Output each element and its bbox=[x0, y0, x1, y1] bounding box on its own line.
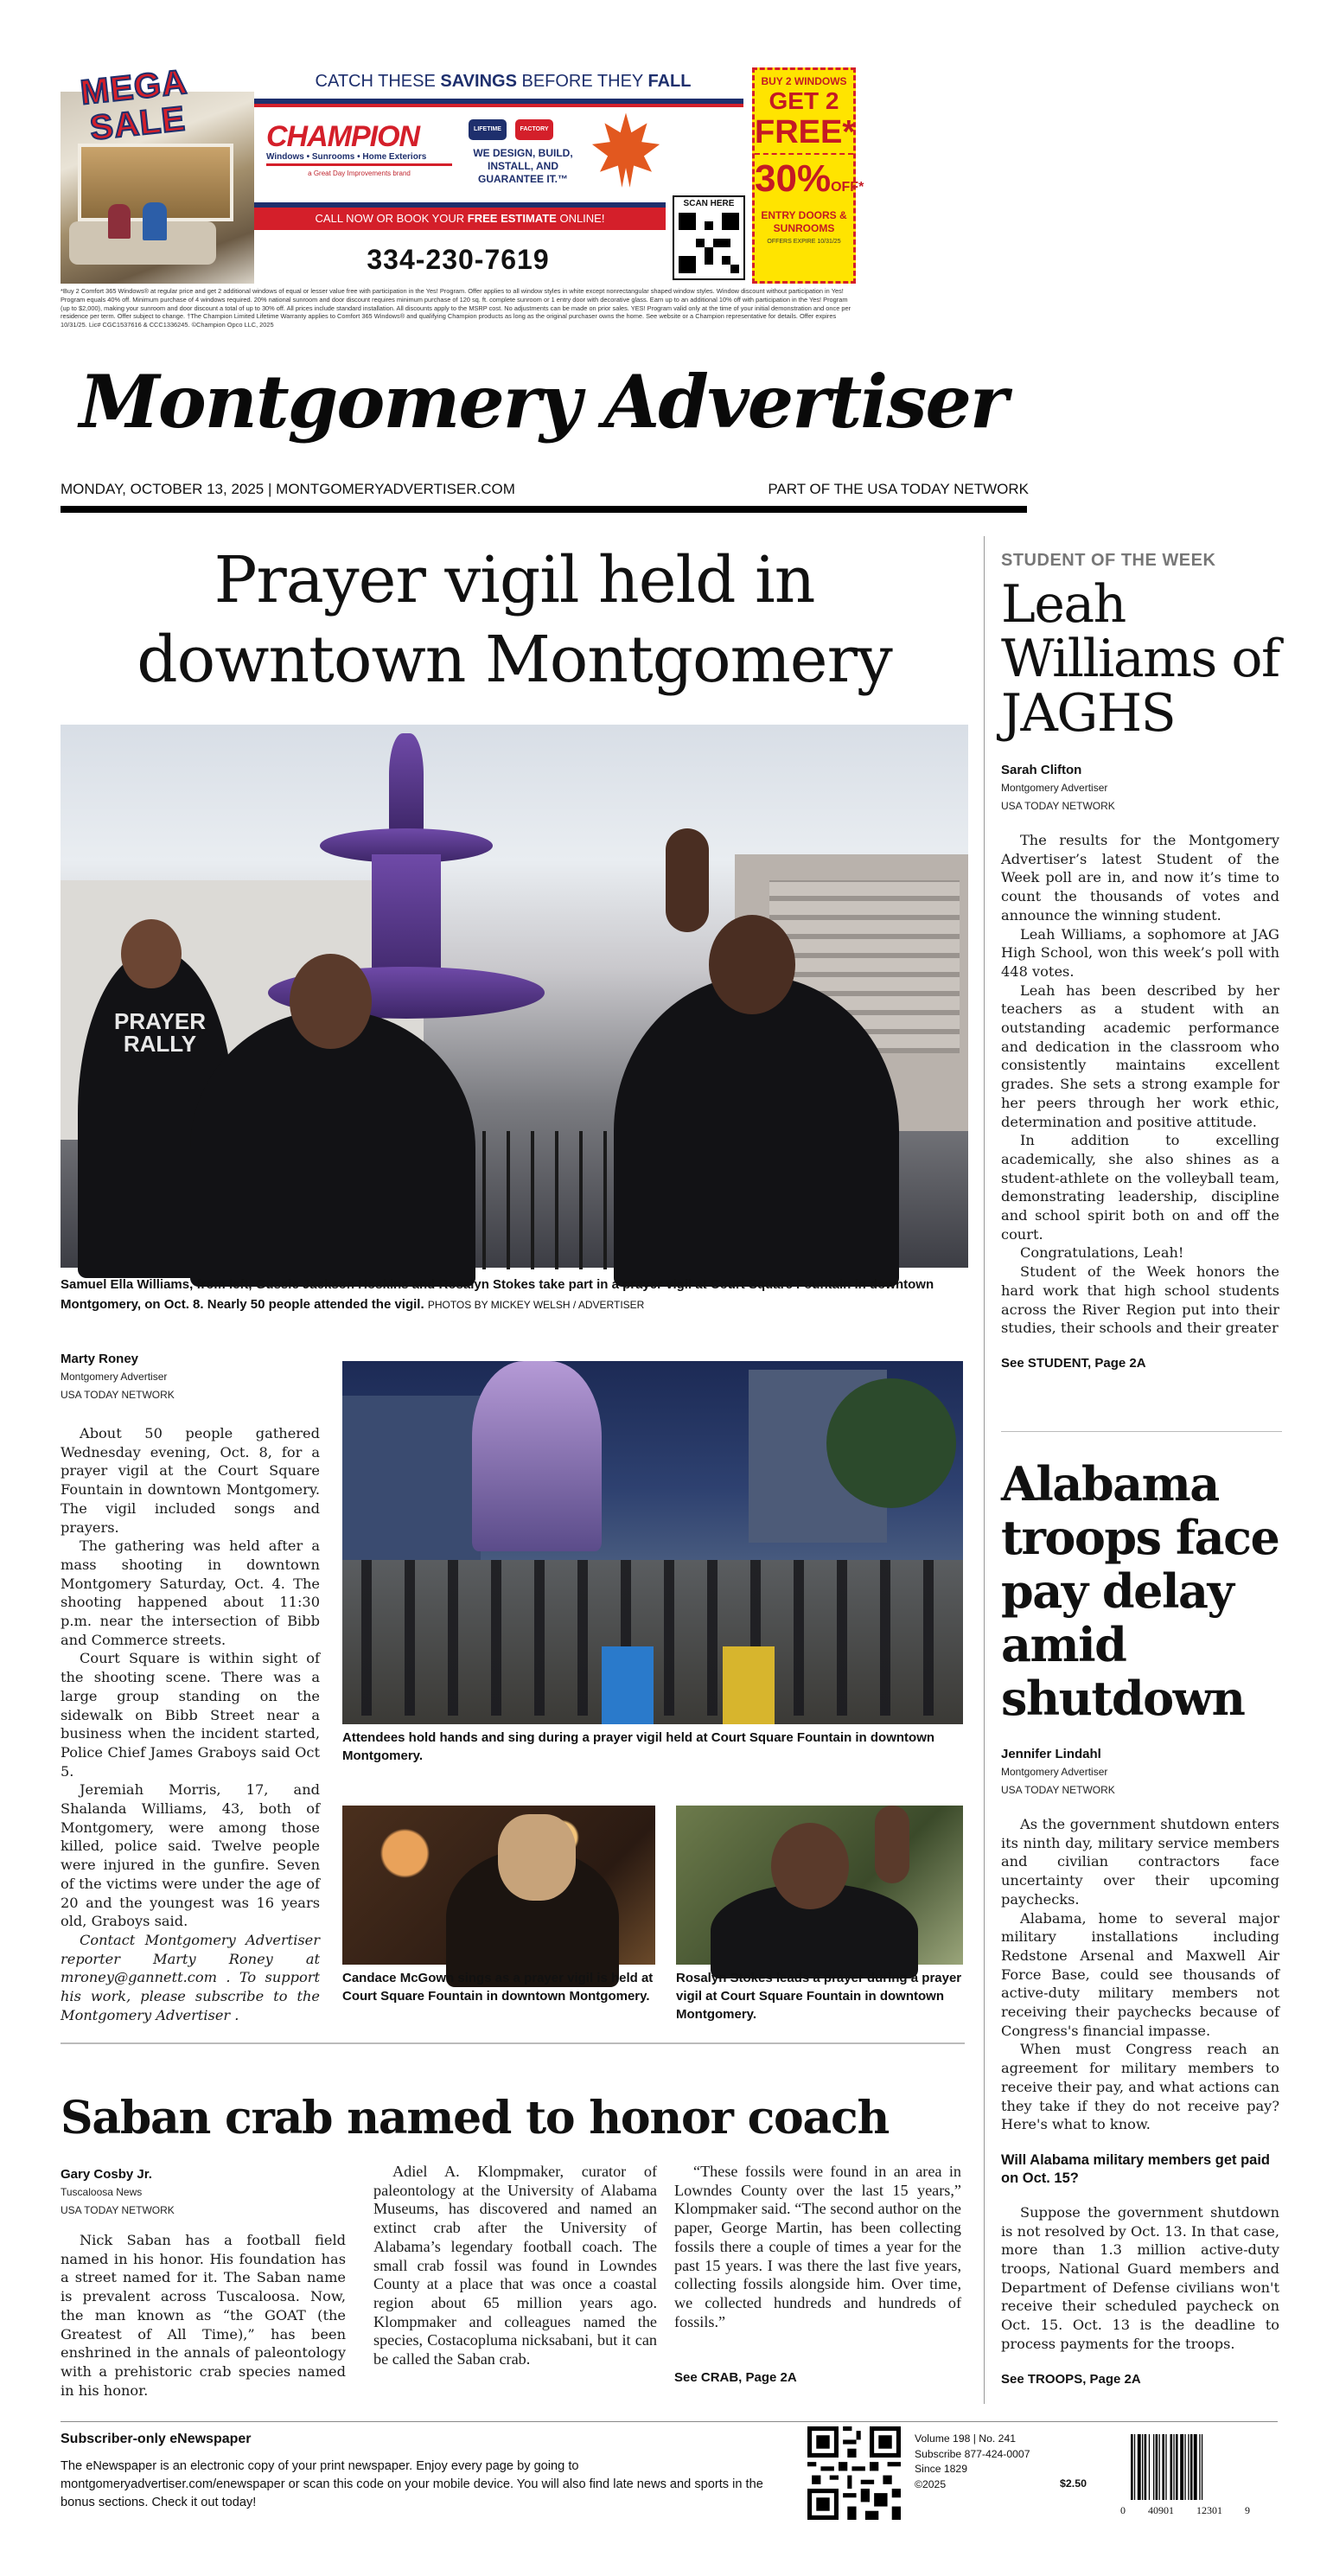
student-jump-link[interactable]: See STUDENT, Page 2A bbox=[1001, 1355, 1146, 1371]
author-network: USA TODAY NETWORK bbox=[1001, 1784, 1115, 1796]
ad-fine-print: *Buy 2 Comfort 365 Windows® at regular price and get 2 additional windows of equal or lesser value free with participation in the Yes! Program. Offer applies to all window styles in white except nonrectangular shaped window styles. Window discount without participation in Yes! Program equals 40% off. Minimum purchase of 4 windows required. 20% national sunroom and door discount requires minimum purchase of 120 sq. ft. complete sunroom or 1 entry door with decorative glass. Earn up to an additional 10% off with participation in the Yes! Program (up to $2,000), making your sunroom and door discount a total of up to 30% off. All prices include standard installation. All discounts apply to the MSRP cost. No adjustments can be made on prior sales. YES! Program valid only at the time of your initial demonstration and once per residence per term. Offer subject to change. †The Champion Limited Lifetime Warranty applies to Comfort 365 Windows® and qualifying Champion products as long as the original purchaser owns the home. See website or a Champion representative for details. Offer expires 10/31/25. Lic# CGC1537616 & CCC1336245. ©Champion Opco LLC, 2025 bbox=[61, 287, 851, 329]
vigil-article-body: About 50 people gathered Wednesday evening, Oct. 8, for a prayer vigil at the Court Square Fountain in downtown Montgomery. The vigil included songs and prayers. The gathering was held after a mass shooting in downtown Montgomery Saturday, Oct. 4. The shooting happened about 11:30 p.m. near the intersection of Bibb and Commerce streets. Court Square is within sight of the shooting scene. There was a large group standing on the sidewalk on Bibb Street near a business when the incident started, Police Chief James Graboys said Oct 5. Jeremiah Morris, 17, and Shalanda Williams, 43, both of Montgomery, were among those killed, police said. Twelve people were injured in the gunfire. Seven of the victims were under the age of 20 and the youngest was 16 years old, Graboys said. Contact Montgomery Advertiser reporter Marty Roney at mroney@gannett.com . To support his work, please subscribe to the Montgomery Advertiser . bbox=[61, 1425, 320, 2023]
contact-note: Contact Montgomery Advertiser reporter Marty Roney at mroney@gannett.com . To support his work, please subscribe to the Montgomery Advertiser . bbox=[61, 1931, 320, 2023]
barcode-bar bbox=[1145, 2434, 1147, 2500]
barcode-bar bbox=[1184, 2434, 1185, 2500]
vigil-byline bbox=[61, 1351, 320, 1404]
lead-photo-prayer-vigil[interactable] bbox=[61, 725, 968, 1268]
qr-code-icon bbox=[679, 213, 739, 273]
ad-call-to-action: CALL NOW OR BOOK YOUR FREE ESTIMATE ONLINE! bbox=[254, 202, 666, 230]
author-org: Montgomery Advertiser bbox=[61, 1371, 168, 1383]
vigil-photo-attendees[interactable] bbox=[342, 1361, 963, 1724]
column-rule bbox=[984, 536, 985, 2404]
section-divider bbox=[61, 2042, 965, 2044]
troops-article-body: As the government shutdown enters its ninth day, military service members and civilian contractors face uncertainty over their upcoming paychecks. Alabama, home to several major military installations including Redstone Arsenal and Maxwell Air Force Base, could see thousands of active-duty military members not receiving their paychecks because of Congress's financial impasse. When must Congress reach an agreement for military members to receive their pay, and what actions can they take if they do not receive pay? Here's what to know. bbox=[1001, 1816, 1279, 2133]
barcode-bar bbox=[1156, 2434, 1158, 2500]
issue-date: MONDAY, OCTOBER 13, 2025 bbox=[61, 481, 265, 497]
author-name[interactable]: Sarah Clifton bbox=[1001, 763, 1082, 777]
barcode-bar bbox=[1199, 2434, 1200, 2500]
since-year: Since 1829 bbox=[915, 2463, 967, 2475]
masthead-rule bbox=[61, 506, 1027, 513]
barcode-bar bbox=[1138, 2434, 1141, 2500]
student-of-week-headline[interactable]: Leah Williams of JAGHS bbox=[1001, 574, 1279, 744]
maple-leaf-icon bbox=[590, 109, 662, 195]
vigil-photo-rosalyn-stokes[interactable] bbox=[676, 1806, 963, 1965]
champion-parent-brand: a Great Day Improvements brand bbox=[308, 169, 411, 177]
barcode-bar bbox=[1149, 2434, 1150, 2500]
champion-advertisement[interactable] bbox=[61, 62, 864, 285]
subscribe-phone[interactable]: Subscribe 877-424-0007 bbox=[915, 2447, 1030, 2460]
troops-story bbox=[1001, 1457, 1279, 2388]
author-name[interactable]: Jennifer Lindahl bbox=[1001, 1747, 1101, 1761]
student-of-week-kicker: STUDENT OF THE WEEK bbox=[1001, 551, 1216, 570]
network-label: PART OF THE USA TODAY NETWORK bbox=[768, 481, 1029, 497]
student-article-body: The results for the Montgomery Advertiser’s latest Student of the Week poll are in, and now it’s time to count the thousands of votes and announce the winning student. Leah Williams, a sophomore at JAG High School, won this week’s poll with 448 votes. Leah has been described by her teachers as a student with an outstanding academic performance and dedication in the classroom who consistently maintains excellent grades. She sets a strong example for her peers through her work ethic, determination and positive attitude. In addition to excelling academically, she also shines as a student-athlete on the volleyball team, demonstrating leadership, discipline and school spirit both on and off the court. Congratulations, Leah! Student of the Week honors the hard work that high school students across the River Region put into their studies, their schools and their greater bbox=[1001, 832, 1279, 1337]
barcode-bar bbox=[1190, 2434, 1193, 2500]
mega-text: MEGA bbox=[79, 62, 189, 112]
barcode-bar bbox=[1162, 2434, 1164, 2500]
barcode-bars bbox=[1120, 2434, 1250, 2502]
troops-subhead: Will Alabama military members get paid on Oct. 15? bbox=[1001, 2151, 1271, 2186]
ad-badges bbox=[469, 118, 581, 142]
saban-headline[interactable]: Saban crab named to honor coach bbox=[61, 2092, 890, 2145]
champion-brand-name: CHAMPION bbox=[266, 120, 420, 153]
ad-phone-number[interactable]: 334-230-7619 bbox=[367, 244, 550, 275]
issue-info bbox=[915, 2432, 1053, 2492]
barcode-icon bbox=[1120, 2434, 1250, 2517]
barcode-bar bbox=[1134, 2434, 1135, 2500]
barcode-bar bbox=[1180, 2434, 1183, 2500]
scan-here-label: SCAN HERE bbox=[683, 199, 735, 208]
vigil-photo-candace-caption: Candace McGown sings as a prayer vigil is held at Court Square Fountain in downtown Montgomery. bbox=[342, 1971, 654, 2004]
author-network: USA TODAY NETWORK bbox=[61, 2204, 175, 2216]
author-name[interactable]: Marty Roney bbox=[61, 1352, 139, 1366]
student-of-week-story bbox=[1001, 548, 1279, 1372]
ad-qr-code[interactable] bbox=[673, 195, 745, 280]
barcode-digits: 0 40901 12301 9 bbox=[1120, 2504, 1250, 2516]
author-network: USA TODAY NETWORK bbox=[1001, 800, 1115, 812]
footer-rule bbox=[61, 2421, 1278, 2422]
saban-column-2: Adiel A. Klompmaker, curator of paleontology at the University of Alabama Museums, has discovered and named an extinct crab after the University of Alabama’s legendary football coach. The small crab fossil was found in Lowndes County at a place that was once a coastal region about 65 million years ago. Klompmaker and colleagues named the species, Costacopluma nicksabani, but it can be called the Saban crab. bbox=[373, 2163, 657, 2368]
vigil-photo-rosalyn-caption: Rosalyn Stokes leads a prayer during a prayer vigil at Court Square Fountain in downtown Montgomery. bbox=[676, 1971, 962, 2022]
barcode-bar bbox=[1159, 2434, 1160, 2500]
barcode-bar bbox=[1153, 2434, 1154, 2500]
vigil-photo-candace-mcgown[interactable] bbox=[342, 1806, 655, 1965]
barcode-bar bbox=[1170, 2434, 1173, 2500]
ad-offer-coupon: BUY 2 WINDOWS GET 2 FREE* 30%OFF* ENTRY DOORS & SUNROOMS OFFERS EXPIRE 10/31/25 bbox=[752, 67, 856, 284]
vigil-photo-attendees-caption: Attendees hold hands and sing during a prayer vigil held at Court Square Fountain in downtown Montgomery. bbox=[342, 1730, 935, 1763]
enewspaper-description: The eNewspaper is an electronic copy of your print newspaper. Enjoy every page by going to montgomeryadvertiser.com/enewspaper or scan this code on your mobile device. You will also find late news and sports in the bonus sections. Check it out today! bbox=[61, 2459, 763, 2509]
crab-jump-link[interactable]: See CRAB, Page 2A bbox=[674, 2370, 797, 2385]
ad-catch-headline: CATCH THESE SAVINGS BEFORE THEY FALL bbox=[315, 72, 692, 91]
barcode-bar bbox=[1142, 2434, 1143, 2500]
sale-text: SALE bbox=[88, 99, 188, 148]
saban-column-3: “These fossils were found in an area in Lowndes County over the last 15 years,” Klompmaker said. “The second author on the paper, George Martin, has been collecting fossils there a couple of times a year for the past 15 years. I was there the last five years, collecting fossils alongside him. Over time, we collected hundreds and hundreds of fossils.” bbox=[674, 2163, 961, 2330]
lead-headline[interactable]: Prayer vigil held in downtown Montgomery bbox=[137, 543, 892, 697]
troops-headline[interactable]: Alabama troops face pay delay amid shutdown bbox=[1001, 1456, 1279, 1726]
champion-logo bbox=[266, 121, 452, 177]
troops-byline bbox=[1001, 1746, 1279, 1799]
right-column-divider bbox=[1001, 1431, 1282, 1432]
factory-badge-icon: FACTORY bbox=[515, 119, 553, 140]
volume-number: Volume 198 | No. 241 bbox=[915, 2432, 1016, 2445]
ad-stripe bbox=[254, 99, 743, 107]
barcode-bar bbox=[1188, 2434, 1189, 2500]
barcode-bar bbox=[1165, 2434, 1166, 2500]
barcode-bar bbox=[1194, 2434, 1197, 2500]
cover-price: $2.50 bbox=[1060, 2477, 1087, 2490]
lead-photo-shirt-text: PRAYER RALLY bbox=[114, 1008, 206, 1057]
masthead bbox=[59, 346, 1027, 458]
barcode-bar bbox=[1173, 2434, 1174, 2500]
enewspaper-title: Subscriber-only eNewspaper bbox=[61, 2432, 252, 2446]
enewspaper-qr-code-icon[interactable] bbox=[807, 2426, 901, 2520]
author-org: Tuscaloosa News bbox=[61, 2186, 143, 2198]
lead-photo-caption: Samuel Ella Williams, from left, Gussie Jackson Hoskins and Rosalyn Stokes take part in a prayer vigil at Court Square Fountain in downtown Montgomery, on Oct. 8. Nearly 50 people attended the vigil. PHOTOS BY MICKEY WELSH / ADVERTISER bbox=[61, 1277, 934, 1312]
mega-sale-badge bbox=[63, 62, 210, 163]
barcode-bar bbox=[1176, 2434, 1178, 2500]
website-link[interactable]: MONTGOMERYADVERTISER.COM bbox=[276, 481, 515, 497]
barcode-bar bbox=[1131, 2434, 1133, 2500]
saban-column-1: Nick Saban has a football field named in his honor. His foundation has a street named for it. The Saban name is prevalent across Tuscaloosa. Now, the man known as “the GOAT (the Greatest of All Time),” has been enshrined in the annals of paleontology with a prehistoric crab species named in his honor. bbox=[61, 2232, 346, 2399]
dateline bbox=[61, 480, 1029, 499]
author-name[interactable]: Gary Cosby Jr. bbox=[61, 2167, 152, 2182]
photo-credit: PHOTOS BY MICKEY WELSH / ADVERTISER bbox=[427, 1299, 645, 1311]
champion-tagline: Windows • Sunrooms • Home Exteriors bbox=[266, 152, 452, 166]
troops-jump-link[interactable]: See TROOPS, Page 2A bbox=[1001, 2371, 1141, 2387]
copyright: ©2025 bbox=[915, 2477, 947, 2490]
troops-article-body-continued: Suppose the government shutdown is not resolved by Oct. 13. In that case, more than 1.3 million active-duty troops, National Guard members and Department of Defense civilians won't receive their scheduled paycheck on Oct. 15. Oct. 13 is the deadline to process payments for the troops. bbox=[1001, 2203, 1279, 2352]
author-org: Montgomery Advertiser bbox=[1001, 782, 1108, 794]
ad-design-text: WE DESIGN, BUILD, INSTALL, AND GUARANTEE IT.™ bbox=[473, 147, 573, 185]
newspaper-logo: Montgomery Advertiser bbox=[79, 359, 1007, 444]
lifetime-badge-icon: LIFETIME bbox=[469, 119, 507, 140]
dateline-separator: | bbox=[268, 481, 272, 497]
author-org: Montgomery Advertiser bbox=[1001, 1766, 1108, 1778]
author-network: USA TODAY NETWORK bbox=[61, 1389, 175, 1401]
student-byline bbox=[1001, 762, 1279, 815]
saban-byline bbox=[61, 2166, 346, 2220]
